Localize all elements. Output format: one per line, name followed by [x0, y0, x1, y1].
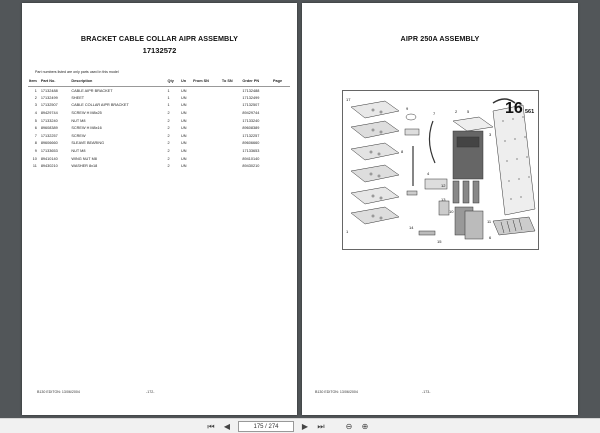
table-cell: UN — [180, 156, 187, 161]
callout-label: 6 — [489, 235, 492, 240]
table-row — [28, 147, 290, 155]
table-cell — [272, 140, 290, 148]
plate-stack — [351, 101, 399, 224]
column-header: Un — [180, 78, 192, 87]
parts-table-header — [28, 78, 290, 87]
zoom-in-icon[interactable]: ⊕ — [361, 422, 369, 431]
table-cell: CABLE COLLAR AIPR BRACKET — [71, 103, 129, 108]
callout-label: 14 — [409, 225, 414, 230]
table-cell — [272, 162, 290, 170]
callout-label: 10 — [449, 209, 454, 214]
table-cell — [192, 147, 221, 155]
page-indicator-input[interactable]: 175 / 274 — [238, 421, 294, 432]
table-cell — [192, 94, 221, 102]
table-row — [28, 132, 290, 140]
table-cell — [192, 140, 221, 148]
table-cell: UN — [180, 164, 187, 169]
callout-label: 5 — [467, 109, 470, 114]
table-cell — [192, 102, 221, 110]
table-cell: 89608389 — [242, 126, 260, 131]
parts-table-body — [28, 87, 290, 171]
table-cell — [272, 117, 290, 125]
table-cell: 4 — [34, 111, 37, 116]
table-cell: 2 — [34, 95, 37, 100]
table-cell — [221, 109, 242, 117]
table-cell: 1 — [167, 103, 170, 108]
table-row — [28, 162, 290, 170]
table-cell: UN — [180, 126, 187, 131]
callout-label: 13 — [441, 197, 446, 202]
table-cell — [272, 124, 290, 132]
table-cell: 5 — [34, 118, 37, 123]
callout-label: 7 — [433, 111, 436, 116]
table-cell — [221, 117, 242, 125]
table-cell: 89430210 — [242, 164, 260, 169]
table-cell: 2 — [167, 111, 170, 116]
callout-label: 4 — [427, 171, 430, 176]
callout-label: 2 — [455, 109, 458, 114]
callout-label: 17 — [346, 97, 351, 102]
prev-page-icon[interactable]: ◀ — [223, 422, 231, 431]
edition-text: B130 EDITON: 13/06/2004 — [315, 390, 358, 394]
callout-label: 9 — [406, 106, 409, 111]
column-header: Qty — [167, 78, 180, 87]
callout-label: 3 — [489, 132, 492, 137]
table-cell: 1 — [167, 88, 170, 93]
table-row — [28, 117, 290, 125]
table-cell: 17133653 — [242, 149, 260, 154]
table-row — [28, 102, 290, 110]
table-cell: WING NUT M8 — [71, 156, 97, 161]
table-cell: 17133653 — [40, 149, 58, 154]
table-cell: 2 — [167, 156, 170, 161]
page-title: BRACKET CABLE COLLAR AIPR ASSEMBLY — [80, 34, 239, 43]
table-cell: 10 — [32, 156, 37, 161]
table-cell: WASHER 8x18 — [71, 164, 98, 169]
table-cell — [192, 109, 221, 117]
table-cell — [221, 94, 242, 102]
table-cell: SCREW H M8x16 — [71, 126, 102, 131]
table-cell: 89608389 — [40, 126, 58, 131]
table-cell: 2 — [167, 149, 170, 154]
column-header: To SN — [221, 78, 242, 87]
first-page-icon[interactable]: ⏮ — [207, 422, 215, 431]
table-cell — [272, 102, 290, 110]
column-header: Part No. — [40, 78, 71, 87]
table-cell: 89410140 — [242, 156, 260, 161]
parts-table — [28, 78, 290, 170]
table-cell — [192, 117, 221, 125]
table-cell: 89429744 — [242, 111, 260, 116]
table-cell: UN — [180, 103, 187, 108]
table-row — [28, 94, 290, 102]
zoom-out-icon[interactable]: ⊖ — [345, 422, 353, 431]
last-page-icon[interactable]: ⏭ — [317, 422, 325, 431]
table-cell — [272, 87, 290, 95]
table-cell: 2 — [167, 118, 170, 123]
table-cell — [192, 124, 221, 132]
table-cell: 17132257 — [40, 133, 58, 138]
table-cell — [272, 109, 290, 117]
table-cell: 17132499 — [242, 95, 260, 100]
viewer-toolbar — [0, 418, 600, 433]
table-cell: SHEET — [71, 95, 85, 100]
table-cell: 89606660 — [242, 141, 260, 146]
table-row — [28, 155, 290, 163]
table-cell: UN — [180, 133, 187, 138]
table-cell: 6 — [34, 126, 37, 131]
figure-subnumber: 561 — [525, 109, 535, 115]
next-page-icon[interactable]: ▶ — [301, 422, 309, 431]
document-page-right — [302, 3, 578, 415]
terminal-strip — [493, 217, 535, 235]
table-cell — [221, 162, 242, 170]
table-cell: UN — [180, 118, 187, 123]
table-cell: SCREW — [71, 133, 86, 138]
table-cell — [221, 124, 242, 132]
table-cell: UN — [180, 88, 187, 93]
callout-label: 12 — [441, 183, 446, 188]
table-cell: 2 — [167, 164, 170, 169]
assembly-part-number: 17132572 — [142, 46, 177, 55]
diagram-drawing — [343, 91, 539, 250]
column-header: Order PN — [241, 78, 272, 87]
table-cell: 89606660 — [40, 141, 58, 146]
callout-label: 11 — [487, 219, 492, 224]
table-cell — [272, 155, 290, 163]
table-cell — [192, 132, 221, 140]
table-cell: 17133240 — [40, 118, 58, 123]
table-cell — [192, 155, 221, 163]
table-cell: 89429744 — [40, 111, 58, 116]
table-cell: UN — [180, 149, 187, 154]
document-page-left — [22, 3, 297, 415]
table-cell: CABLE AIPR BRACKET — [71, 88, 113, 93]
table-cell — [221, 147, 242, 155]
table-cell — [192, 162, 221, 170]
table-cell: 2 — [167, 126, 170, 131]
parts-note: Part numbers listed are only parts used in this model — [35, 70, 119, 74]
table-cell: UN — [180, 141, 187, 146]
table-cell — [221, 87, 242, 95]
table-cell: 9 — [34, 149, 37, 154]
table-cell: SCREW H M8x25 — [71, 111, 102, 116]
table-cell: 1 — [167, 95, 170, 100]
table-row — [28, 109, 290, 117]
table-cell — [221, 140, 242, 148]
table-cell: 17132488 — [242, 88, 260, 93]
table-cell — [272, 132, 290, 140]
callout-label: 8 — [401, 149, 404, 154]
column-header: From SN — [192, 78, 221, 87]
table-row — [28, 124, 290, 132]
table-cell: 17132507 — [40, 103, 58, 108]
column-header: Description — [70, 78, 166, 87]
callout-label: 15 — [437, 239, 442, 244]
table-cell: 7 — [34, 133, 37, 138]
column-header: Item — [28, 78, 40, 87]
table-cell: 17132488 — [40, 88, 58, 93]
table-cell: NUT M8 — [71, 149, 86, 154]
page-number-label: -172- — [146, 390, 155, 394]
table-cell: UN — [180, 95, 187, 100]
page-number-label: -173- — [422, 390, 431, 394]
table-cell: 17132507 — [242, 103, 260, 108]
exploded-assembly-diagram — [342, 90, 539, 250]
table-cell: 17132499 — [40, 95, 58, 100]
table-cell: 2 — [167, 133, 170, 138]
table-cell: UN — [180, 111, 187, 116]
callout-label: 1 — [346, 229, 349, 234]
table-cell: 2 — [167, 141, 170, 146]
table-cell: 3 — [34, 103, 37, 108]
table-cell: 1 — [34, 88, 37, 93]
page-title: AIPR 250A ASSEMBLY — [400, 34, 480, 43]
table-cell: 8 — [34, 141, 37, 146]
table-cell — [272, 147, 290, 155]
table-cell — [192, 87, 221, 95]
table-cell: NUT M8 — [71, 118, 86, 123]
table-cell: SLEAVE BEARING — [71, 141, 105, 146]
table-row — [28, 140, 290, 148]
column-header: Page — [272, 78, 290, 87]
table-cell — [221, 155, 242, 163]
table-cell — [272, 94, 290, 102]
table-cell: 11 — [32, 164, 37, 169]
table-cell: 89430210 — [40, 164, 58, 169]
table-cell — [221, 132, 242, 140]
table-cell: 17133240 — [242, 118, 260, 123]
table-cell: 17132257 — [242, 133, 260, 138]
edition-text: B130 EDITON: 13/06/2004 — [37, 390, 80, 394]
table-cell — [221, 102, 242, 110]
table-row — [28, 87, 290, 95]
table-cell: 89410140 — [40, 156, 58, 161]
figure-number: 16 — [505, 100, 523, 117]
